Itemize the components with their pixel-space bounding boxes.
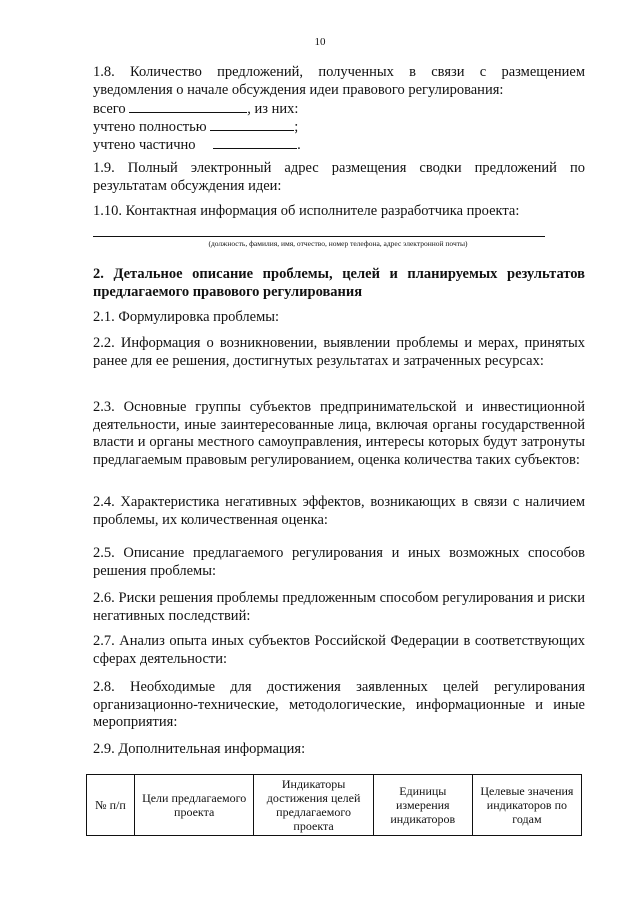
item-2-5: 2.5. Описание предлагаемого регулирования и иных возможных способов решения проблемы: [93,545,585,579]
table-header-row [87,775,582,836]
partial-blank [213,135,297,149]
item-1-10: 1.10. Контактная информация об исполнителе разработчика проекта: [93,203,520,219]
table-header-cell: № п/п [87,775,135,836]
table-header-cell: Целевые значения индикаторов по годам [472,775,581,836]
full-suffix: ; [294,119,299,135]
full-label: учтено полностью [93,119,207,135]
item-1-9: 1.9. Полный электронный адрес размещения сводки предложений по результатам обсуждения идеи: [93,160,585,194]
table-header-cell: Индикаторы достижения целей предлагаемого проекта [254,775,373,836]
section-2-title: 2. Детальное описание проблемы, целей и планируемых результатов предлагаемого правового регулирования [93,266,585,300]
table-header-cell: Цели предлагаемого проекта [134,775,253,836]
item-2-6: 2.6. Риски решения проблемы предложенным способом регулирования и риски негативных последствий: [93,590,585,624]
total-line [93,99,298,119]
item-2-3: 2.3. Основные группы субъектов предпринимательской и инвестиционной деятельности, иные заинтересованные лица, включая органы государственной власти и органы местного самоуправления, интересы которых будут затронуты предлагаемым правовым регулированием, оценка количества таких субъектов: [93,399,585,468]
full-blank [210,117,294,131]
item-2-8: 2.8. Необходимые для достижения заявленных целей регулирования организационно-технические, методологические, информационные и иные мероприятия: [93,679,585,730]
contact-line [93,236,545,237]
item-2-7: 2.7. Анализ опыта иных субъектов Российской Федерации в соответствующих сферах деятельности: [93,633,585,667]
total-suffix: , из них: [247,101,299,117]
item-2-2: 2.2. Информация о возникновении, выявлении проблемы и мерах, принятых ранее для ее решения, достигнутых результатах и затраченных ресурсах: [93,335,585,369]
full-line [93,117,298,137]
total-label: всего [93,101,126,117]
item-2-4: 2.4. Характеристика негативных эффектов, возникающих в связи с наличием проблемы, их количественная оценка: [93,494,585,528]
item-2-1: 2.1. Формулировка проблемы: [93,309,280,325]
table-header-cell: Единицы измерения индикаторов [373,775,472,836]
item-1-8: 1.8. Количество предложений, полученных в связи с размещением уведомления о начале обсуждения идеи правового регулирования: [93,64,585,98]
partial-line [93,135,301,155]
indicators-table [86,774,582,836]
total-blank [129,99,247,113]
item-2-9: 2.9. Дополнительная информация: [93,741,306,757]
partial-suffix: . [297,137,301,153]
partial-label: учтено частично [93,137,196,153]
contact-caption: (должность, фамилия, имя, отчество, номер телефона, адрес электронной почты) [208,239,468,248]
page-number: 10 [314,36,326,48]
